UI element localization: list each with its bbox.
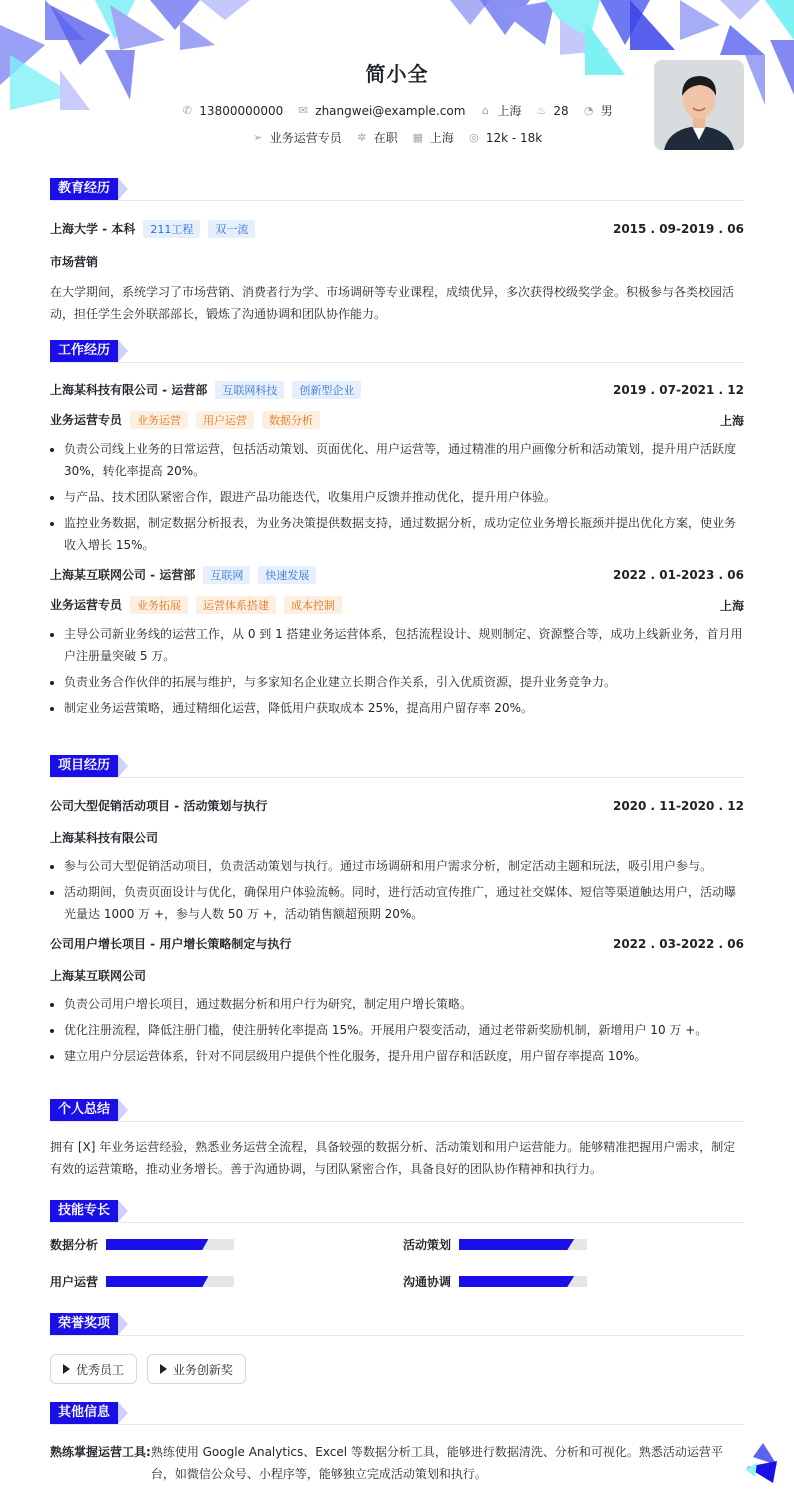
project-date: 2020 . 11-2020 . 12 xyxy=(612,798,744,813)
company-tag: 互联网科技 xyxy=(215,381,284,399)
education-tag: 211工程 xyxy=(143,220,200,238)
company-tag: 快速发展 xyxy=(258,566,316,584)
project-name: 公司用户增长项目 - 用户增长策略制定与执行 xyxy=(50,937,292,951)
cake-icon: ♨ xyxy=(536,104,547,117)
other-title: 其他信息 xyxy=(50,1402,118,1424)
work-city-text: 上海 xyxy=(429,131,454,145)
education-title: 教育经历 xyxy=(50,178,118,200)
phone-item xyxy=(181,104,283,118)
play-icon xyxy=(63,1364,70,1374)
list-item: • 优化注册流程，降低注册门槛，使注册转化率提高 15%。开展用户裂变活动，通过老带新奖励机制，新增用户 10 万 +。 xyxy=(64,1019,744,1041)
building-icon: ▦ xyxy=(412,131,423,144)
gender-icon: ◔ xyxy=(583,104,594,117)
candidate-name: 简小全 xyxy=(365,62,429,86)
education-desc: 在大学期间，系统学习了市场营销、消费者行为学、市场调研等专业课程，成绩优异，多次获得校级奖学金。积极参与各类校园活动，担任学生会外联部部长，锻炼了沟通协调和团队协作能力。 xyxy=(50,285,735,321)
phone-icon: ✆ xyxy=(182,104,192,117)
other-section xyxy=(50,1402,744,1485)
work-bullets xyxy=(50,438,744,556)
project-date: 2022 . 03-2022 . 06 xyxy=(612,936,744,951)
skill-bar xyxy=(106,1276,234,1287)
list-item: • 与产品、技术团队紧密合作，跟进产品功能迭代，收集用户反馈并推动优化，提升用户体验。 xyxy=(64,486,744,508)
list-item: • 负责业务合作伙伴的拓展与维护，与多家知名企业建立长期合作关系，引入优质资源，提升业务竞争力。 xyxy=(64,671,744,693)
gender-text: 男 xyxy=(600,104,613,118)
work-date: 2019 . 07-2021 . 12 xyxy=(612,383,744,397)
work-section xyxy=(50,340,744,723)
skill-bar xyxy=(459,1276,587,1287)
play-icon xyxy=(160,1364,167,1374)
skill-item xyxy=(50,1273,403,1290)
education-major: 市场营销 xyxy=(50,255,99,269)
skill-item xyxy=(403,1236,587,1253)
skill-name: 数据分析 xyxy=(50,1238,99,1252)
project-section xyxy=(50,755,744,1071)
work-city-item xyxy=(412,129,454,146)
summary-title: 个人总结 xyxy=(50,1099,118,1121)
skill-bar xyxy=(459,1239,587,1250)
skill-name: 活动策划 xyxy=(403,1238,452,1252)
list-item: • 负责公司线上业务的日常运营，包括活动策划、页面优化、用户运营等，通过精准的用户画像分析和活动策划，提升用户活跃度 30%，转化率提高 20%。 xyxy=(64,438,744,482)
status-item xyxy=(356,129,398,146)
skill-bar-fill xyxy=(106,1239,208,1250)
company-tag: 创新型企业 xyxy=(292,381,361,399)
salary-item xyxy=(468,131,542,145)
summary-text: 拥有 [X] 年业务运营经验，熟悉业务运营全流程，具备较强的数据分析、活动策划和用户运营能力。能够精准把握用户需求，制定有效的运营策略，推动业务增长。善于沟通协调，与团队紧密合作，具备良好的团队协作精神和执行力。 xyxy=(50,1140,736,1176)
company-tag: 互联网 xyxy=(203,566,250,584)
list-item: • 制定业务运营策略，通过精细化运营，降低用户获取成本 25%，提高用户留存率 20%。 xyxy=(64,697,744,719)
education-section xyxy=(50,178,744,325)
work-city: 上海 xyxy=(719,413,744,428)
list-item: • 参与公司大型促销活动项目，负责活动策划与执行。通过市场调研和用户需求分析，制定活动主题和玩法，吸引用户参与。 xyxy=(64,855,744,877)
skill-bar-fill xyxy=(459,1276,574,1287)
project-company: 上海某科技有限公司 xyxy=(50,831,159,845)
corner-logo-icon xyxy=(745,1443,779,1483)
education-tag: 双一流 xyxy=(208,220,255,238)
age-item xyxy=(535,104,568,118)
award-label: 业务创新奖 xyxy=(172,1362,233,1377)
education-date: 2015 . 09-2019 . 06 xyxy=(612,222,744,236)
salary-text: 12k - 18k xyxy=(485,130,543,145)
gear-icon: ✲ xyxy=(357,131,367,144)
list-item: • 建立用户分层运营体系，针对不同层级用户提供个性化服务，提升用户留存和活跃度，用户留存率提高 10%。 xyxy=(64,1045,744,1067)
job-text: 业务运营专员 xyxy=(269,131,342,145)
skills-section xyxy=(50,1200,744,1290)
work-title: 工作经历 xyxy=(50,340,118,362)
coin-icon: ◎ xyxy=(469,131,479,144)
skill-item xyxy=(403,1273,587,1290)
avatar xyxy=(654,60,744,150)
work-company: 上海某互联网公司 - 运营部 互联网 快速发展 xyxy=(50,566,316,584)
skill-name: 沟通协调 xyxy=(403,1275,452,1289)
skill-item xyxy=(50,1236,403,1253)
project-company: 上海某互联网公司 xyxy=(50,969,147,983)
skill-tag: 数据分析 xyxy=(262,411,320,429)
other-label: 熟练掌握运营工具: xyxy=(50,1445,151,1459)
skill-bar-fill xyxy=(106,1276,208,1287)
skills-title: 技能专长 xyxy=(50,1200,118,1222)
work-role: 业务运营专员 业务运营 用户运营 数据分析 xyxy=(50,411,320,429)
work-date: 2022 . 01-2023 . 06 xyxy=(612,568,744,582)
awards-section xyxy=(50,1313,744,1384)
work-company: 上海某科技有限公司 - 运营部 互联网科技 创新型企业 xyxy=(50,381,361,399)
award-label: 优秀员工 xyxy=(76,1362,125,1377)
awards-title: 荣誉奖项 xyxy=(50,1313,118,1335)
skill-tag: 业务拓展 xyxy=(130,596,188,614)
skill-tag: 运营体系搭建 xyxy=(196,596,276,614)
project-title: 项目经历 xyxy=(50,755,118,777)
work-city: 上海 xyxy=(719,598,744,613)
skill-tag: 业务运营 xyxy=(130,411,188,429)
skill-bar xyxy=(106,1239,234,1250)
skill-tag: 成本控制 xyxy=(284,596,342,614)
gender-item xyxy=(583,102,613,119)
list-item: • 监控业务数据，制定数据分析报表，为业务决策提供数据支持，通过数据分析，成功定位业务增长瓶颈并提出优化方案，使业务收入增长 15%。 xyxy=(64,512,744,556)
list-item: • 负责公司用户增长项目，通过数据分析和用户行为研究，制定用户增长策略。 xyxy=(64,993,744,1015)
send-icon: ➢ xyxy=(253,131,263,144)
work-bullets xyxy=(50,623,744,719)
work-role: 业务运营专员 业务拓展 运营体系搭建 成本控制 xyxy=(50,596,342,614)
email-text: zhangwei@example.com xyxy=(315,103,466,118)
email-item xyxy=(297,104,465,118)
city-item xyxy=(479,102,521,119)
project-bullets xyxy=(50,855,744,925)
award-badge xyxy=(50,1354,137,1384)
status-text: 在职 xyxy=(373,131,398,145)
job-item xyxy=(252,129,342,146)
list-item: • 主导公司新业务线的运营工作，从 0 到 1 搭建业务运营体系，包括流程设计、规则制定、资源整合等，成功上线新业务，首月用户注册量突破 5 万。 xyxy=(64,623,744,667)
list-item: • 活动期间，负责页面设计与优化，确保用户体验流畅。同时，进行活动宣传推广，通过社交媒体、短信等渠道触达用户，活动曝光量达 1000 万 +，参与人数 50 万 +，活动销售额超预期 20%。 xyxy=(64,881,744,925)
education-school: 上海大学 - 本科 211工程 双一流 xyxy=(50,220,255,238)
age-text: 28 xyxy=(553,103,569,118)
city-text: 上海 xyxy=(497,104,522,118)
skill-bar-fill xyxy=(459,1239,574,1250)
project-bullets xyxy=(50,993,744,1067)
skill-name: 用户运营 xyxy=(50,1275,99,1289)
summary-section xyxy=(50,1099,744,1180)
home-icon: ⌂ xyxy=(481,104,489,117)
other-text: 熟练使用 Google Analytics、Excel 等数据分析工具，能够进行数据清洗、分析和可视化。熟悉活动运营平台，如微信公众号、小程序等，能够独立完成活动策划和执行。 xyxy=(150,1445,723,1481)
mail-icon: ✉ xyxy=(298,104,308,117)
skill-tag: 用户运营 xyxy=(196,411,254,429)
project-name: 公司大型促销活动项目 - 活动策划与执行 xyxy=(50,799,268,813)
phone-text: 13800000000 xyxy=(199,103,284,118)
award-badge xyxy=(147,1354,246,1384)
